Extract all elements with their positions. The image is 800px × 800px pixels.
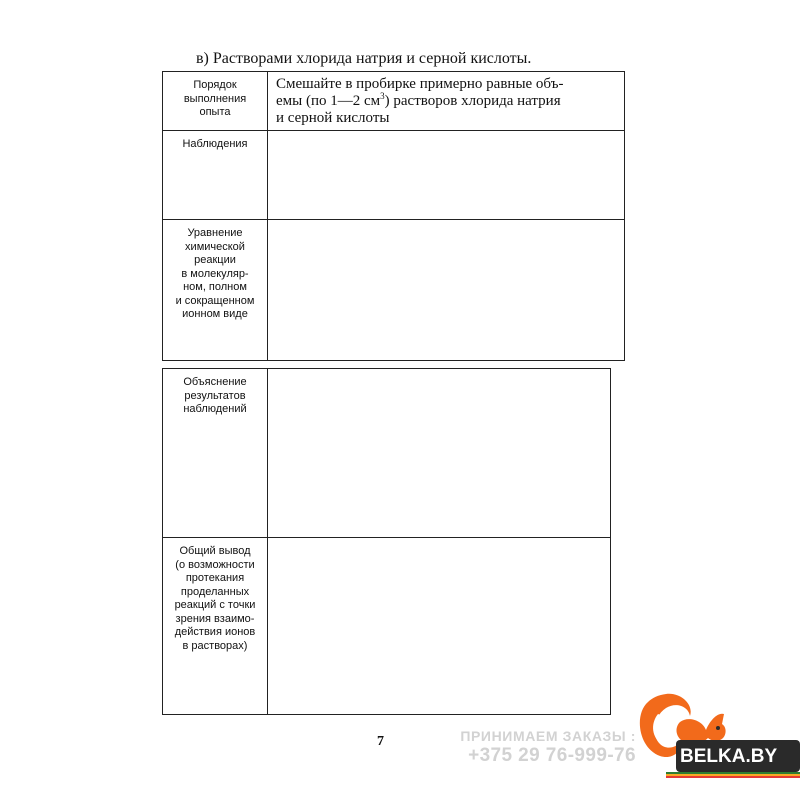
stripe-red <box>666 776 800 778</box>
procedure-text <box>268 72 625 131</box>
row-label-conclusion <box>163 538 268 715</box>
label-line: ионном виде <box>182 308 248 320</box>
label-line: в растворах) <box>182 639 248 652</box>
procedure-line: Смешайте в пробирке примерно равные объ- <box>276 76 564 92</box>
label-line: в молекуляр- <box>181 267 249 280</box>
label-line: результатов <box>184 389 246 402</box>
page-number: 7 <box>377 734 384 749</box>
watermark <box>446 728 636 767</box>
label-line: реакции <box>194 254 236 266</box>
label-line: действия ионов <box>174 626 256 638</box>
row-label-observations <box>163 131 268 220</box>
label-line: и сокращенном <box>175 294 255 307</box>
procedure-line: и серной кислоты <box>276 110 390 126</box>
label-line: Объяснение <box>183 376 247 388</box>
table-row-procedure <box>163 72 625 131</box>
table-row-conclusion <box>163 538 611 715</box>
label-line: реакций с точки <box>174 599 256 611</box>
label-line: выполнения <box>183 92 247 105</box>
label-line: опыта <box>199 106 231 118</box>
table-row-observations <box>163 131 625 220</box>
row-label-explanation <box>163 369 268 538</box>
logo-text: BELKA.BY <box>680 746 778 767</box>
watermark-phone: +375 29 76-999-76 <box>468 745 636 766</box>
label-line: Общий вывод <box>179 545 251 557</box>
worksheet-table-1 <box>162 71 625 361</box>
label-line: зрения взаимо- <box>175 612 255 625</box>
table-row-explanation <box>163 369 611 538</box>
label-line: проделанных <box>180 585 250 598</box>
answer-cell-observations[interactable] <box>268 131 625 220</box>
label-line: химической <box>185 240 245 253</box>
label-line: протекания <box>185 572 245 584</box>
procedure-line-part: ) растворов хлорида натрия <box>384 93 561 109</box>
table-row-equation <box>163 220 625 361</box>
worksheet-table-2 <box>162 368 611 715</box>
answer-cell-conclusion[interactable] <box>268 538 611 715</box>
label-line: Наблюдения <box>182 138 248 150</box>
row-label-equation <box>163 220 268 361</box>
label-line: наблюдений <box>183 403 247 415</box>
answer-cell-equation[interactable] <box>268 220 625 361</box>
row-label-procedure <box>163 72 268 131</box>
procedure-line <box>276 93 618 110</box>
label-line: Уравнение <box>187 227 243 239</box>
procedure-line-part: емы (по 1—2 см <box>276 93 381 109</box>
superscript: 3 <box>380 91 385 101</box>
watermark-line-1: ПРИНИМАЕМ ЗАКАЗЫ : <box>460 728 636 744</box>
logo-stripes <box>666 772 800 778</box>
label-line: ном, полном <box>183 281 247 293</box>
label-line: (о возможности <box>175 558 255 571</box>
exercise-heading: в) Растворами хлорида натрия и серной кислоты. <box>196 50 532 67</box>
answer-cell-explanation[interactable] <box>268 369 611 538</box>
label-line: Порядок <box>193 79 237 91</box>
